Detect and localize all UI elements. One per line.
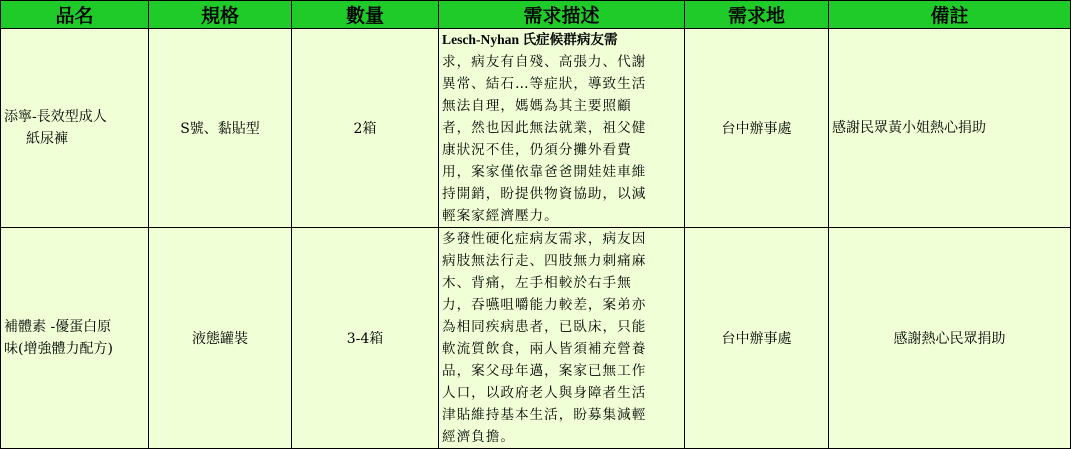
header-item-name: 品名 <box>1 1 149 29</box>
location-cell: 台中辦事處 <box>685 29 829 228</box>
description-line: 軟流質飲食，兩人皆須補充營養 <box>442 341 647 357</box>
description-line: 人口，以政府老人與身障者生活 <box>442 385 647 401</box>
description-line: 異常、結石…等症狀，導致生活 <box>442 76 647 92</box>
description-line: 康狀況不佳，仍須分攤外看費 <box>442 142 632 158</box>
description-cell <box>439 228 685 449</box>
header-row <box>1 1 1071 29</box>
note-cell: 感謝民眾黃小姐熱心捐助 <box>829 29 1071 228</box>
item-name-line: 紙尿褲 <box>26 131 68 147</box>
description-line: 津貼維持基本生活，盼募集減輕 <box>442 407 647 423</box>
description-line: 力，吞嚥咀嚼能力較差，案弟亦 <box>442 297 647 313</box>
description-line: 品，案父母年邁，案家已無工作 <box>442 363 647 379</box>
table-row <box>1 228 1071 449</box>
description-line: 者，然也因此無法就業，祖父健 <box>442 120 647 136</box>
description-line: 病肢無法行走、四肢無力刺痛麻 <box>442 253 647 269</box>
description-line: 為相同疾病患者，已臥床，只能 <box>442 319 647 335</box>
spec-cell: S號、黏貼型 <box>149 29 292 228</box>
description-line: 持開銷，盼提供物資協助，以減 <box>442 186 647 202</box>
quantity-cell: 3-4箱 <box>292 228 439 449</box>
note-cell: 感謝熱心民眾捐助 <box>829 228 1071 449</box>
description-line: 無法自理，媽媽為其主要照顧 <box>442 98 632 114</box>
item-name-line: 補體素 -優蛋白原 <box>4 319 112 335</box>
description-line: 求，病友有自殘、高張力、代謝 <box>442 54 647 70</box>
item-name-cell <box>1 228 149 449</box>
header-quantity: 數量 <box>292 1 439 29</box>
description-line: 經濟負擔。 <box>442 429 515 445</box>
quantity-cell: 2箱 <box>292 29 439 228</box>
table-row <box>1 29 1071 228</box>
location-cell: 台中辦事處 <box>685 228 829 449</box>
header-description: 需求描述 <box>439 1 685 29</box>
header-spec: 規格 <box>149 1 292 29</box>
description-cell <box>439 29 685 228</box>
spec-cell: 液態罐裝 <box>149 228 292 449</box>
header-note: 備註 <box>829 1 1071 29</box>
item-name-line: 味(增強體力配方) <box>4 341 113 357</box>
description-line: 輕案家經濟壓力。 <box>442 208 559 224</box>
description-line: 用，案家僅依靠爸爸開娃娃車維 <box>442 164 647 180</box>
header-location: 需求地 <box>685 1 829 29</box>
description-line: 多發性硬化症病友需求，病友因 <box>442 231 647 247</box>
description-line: 木、背痛，左手相較於右手無 <box>442 275 632 291</box>
item-name-cell <box>1 29 149 228</box>
item-name-line: 添寧-長效型成人 <box>4 109 107 125</box>
description-line: Lesch-Nyhan 氏症候群病友需 <box>442 32 618 47</box>
